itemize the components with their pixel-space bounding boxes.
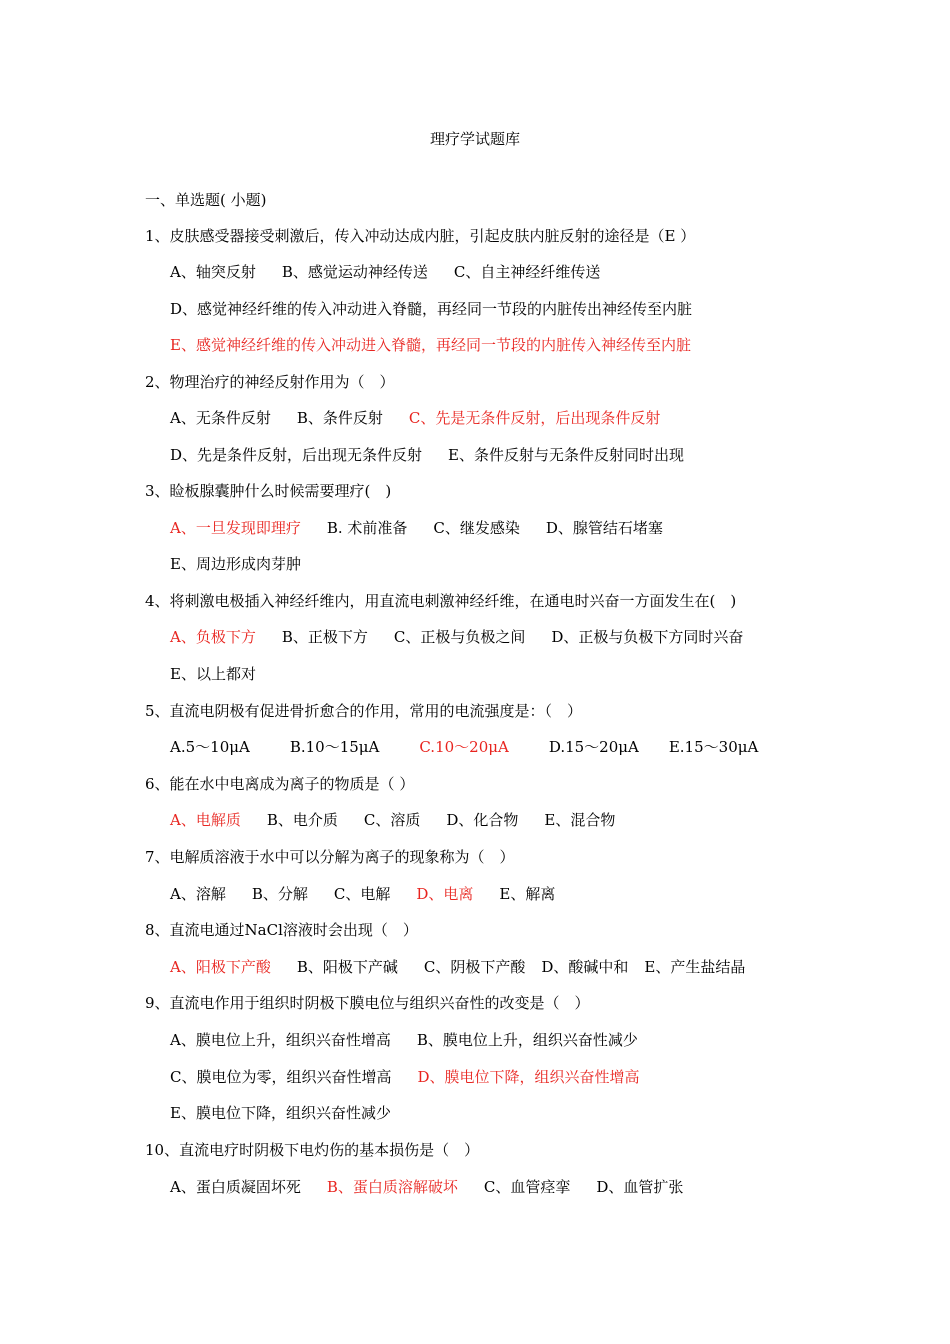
option: D、化合物 <box>446 811 519 829</box>
option-answer: D、电离 <box>416 885 474 903</box>
option-answer: A、一旦发现即理疗 <box>170 519 301 537</box>
question-stem: 8、直流电通过NaCl溶液时会出现（ ） <box>145 921 418 939</box>
option: B、阳极下产碱 <box>296 958 398 976</box>
option: B. 术前准备 <box>326 519 408 537</box>
option: A.5～10μA <box>170 738 250 756</box>
option: E、解离 <box>499 885 556 903</box>
option: A、轴突反射 <box>170 263 256 281</box>
option: B、感觉运动神经传送 <box>281 263 428 281</box>
option: D、血管扩张 <box>596 1178 684 1196</box>
option: E、混合物 <box>544 811 616 829</box>
option-row <box>170 262 600 282</box>
question-stem: 2、物理治疗的神经反射作用为（ ） <box>145 373 395 391</box>
option-row <box>170 957 745 977</box>
option: B、分解 <box>251 885 308 903</box>
document-title: 理疗学试题库 <box>429 130 520 148</box>
option-answer: D、膜电位下降，组织兴奋性增高 <box>417 1068 640 1086</box>
option-row <box>170 1030 638 1050</box>
option: A、膜电位上升，组织兴奋性增高 <box>170 1031 391 1049</box>
option-row <box>170 445 684 465</box>
option-answer: B、蛋白质溶解破坏 <box>326 1178 458 1196</box>
option-row <box>170 1177 683 1197</box>
option: C、自主神经纤维传送 <box>453 263 601 281</box>
option-row <box>170 627 743 647</box>
option: B、正极下方 <box>281 628 368 646</box>
option-row <box>170 335 691 355</box>
question-stem: 4、将刺激电极插入神经纤维内，用直流电刺激神经纤维，在通电时兴奋一方面发生在( ) <box>145 592 737 610</box>
option: D.15～20μA <box>548 738 639 756</box>
question-stem: 3、睑板腺囊肿什么时候需要理疗( ) <box>145 482 392 500</box>
option: C、血管痉挛 <box>483 1178 571 1196</box>
option: E、条件反射与无条件反射同时出现 <box>448 446 684 464</box>
option: D、先是条件反射，后出现无条件反射 <box>170 446 423 464</box>
option-answer: E、感觉神经纤维的传入冲动进入脊髓，再经同一节段的内脏传入神经传至内脏 <box>170 336 691 354</box>
option: E、膜电位下降，组织兴奋性减少 <box>170 1104 391 1122</box>
option: C、继发感染 <box>433 519 520 537</box>
option: A、蛋白质凝固坏死 <box>170 1178 301 1196</box>
option: E.15～30μA <box>668 738 759 756</box>
option-row <box>170 554 301 574</box>
option: E、周边形成肉芽肿 <box>170 555 301 573</box>
option-row <box>170 408 660 428</box>
option-row <box>170 884 555 904</box>
option: D、正极与负极下方同时兴奋 <box>551 628 744 646</box>
option: C、电解 <box>333 885 391 903</box>
option: C、正极与负极之间 <box>393 628 526 646</box>
option-answer: C.10～20μA <box>419 738 509 756</box>
option-answer: A、阳极下产酸 <box>170 958 271 976</box>
option-row <box>170 1103 391 1123</box>
option-row <box>170 810 615 830</box>
option-row <box>170 664 256 684</box>
option: E、以上都对 <box>170 665 256 683</box>
question-stem: 7、电解质溶液于水中可以分解为离子的现象称为（ ） <box>145 848 515 866</box>
option: B.10～15μA <box>289 738 380 756</box>
question-stem: 1、皮肤感受器接受刺激后，传入冲动达成内脏，引起皮肤内脏反射的途径是（E ） <box>145 227 696 245</box>
option-answer: A、电解质 <box>170 811 241 829</box>
option: A、溶解 <box>170 885 226 903</box>
question-stem: 9、直流电作用于组织时阴极下膜电位与组织兴奋性的改变是（ ） <box>145 994 590 1012</box>
question-stem: 6、能在水中电离成为离子的物质是（ ） <box>145 775 415 793</box>
option-row <box>170 737 758 757</box>
option-row <box>170 518 663 538</box>
option: C、阴极下产酸 <box>423 958 526 976</box>
option: D、感觉神经纤维的传入冲动进入脊髓，再经同一节段的内脏传出神经传至内脏 <box>170 300 693 318</box>
option: B、膜电位上升，组织兴奋性减少 <box>416 1031 638 1049</box>
option: B、条件反射 <box>296 409 383 427</box>
option: E、产生盐结晶 <box>644 958 746 976</box>
option: C、溶质 <box>363 811 421 829</box>
section-heading: 一、单选题( 小题) <box>145 191 267 209</box>
option-answer: C、先是无条件反射，后出现条件反射 <box>408 409 661 427</box>
option-row <box>170 299 692 319</box>
option: C、膜电位为零，组织兴奋性增高 <box>170 1068 392 1086</box>
option-row <box>170 1067 640 1087</box>
option: D、腺管结石堵塞 <box>545 519 663 537</box>
option: D、酸碱中和 <box>541 958 629 976</box>
question-stem: 5、直流电阴极有促进骨折愈合的作用，常用的电流强度是：（ ） <box>145 702 583 720</box>
question-stem: 10、直流电疗时阴极下电灼伤的基本损伤是（ ） <box>145 1141 480 1159</box>
option-answer: A、负极下方 <box>170 628 256 646</box>
option: B、电介质 <box>266 811 338 829</box>
option: A、无条件反射 <box>170 409 271 427</box>
